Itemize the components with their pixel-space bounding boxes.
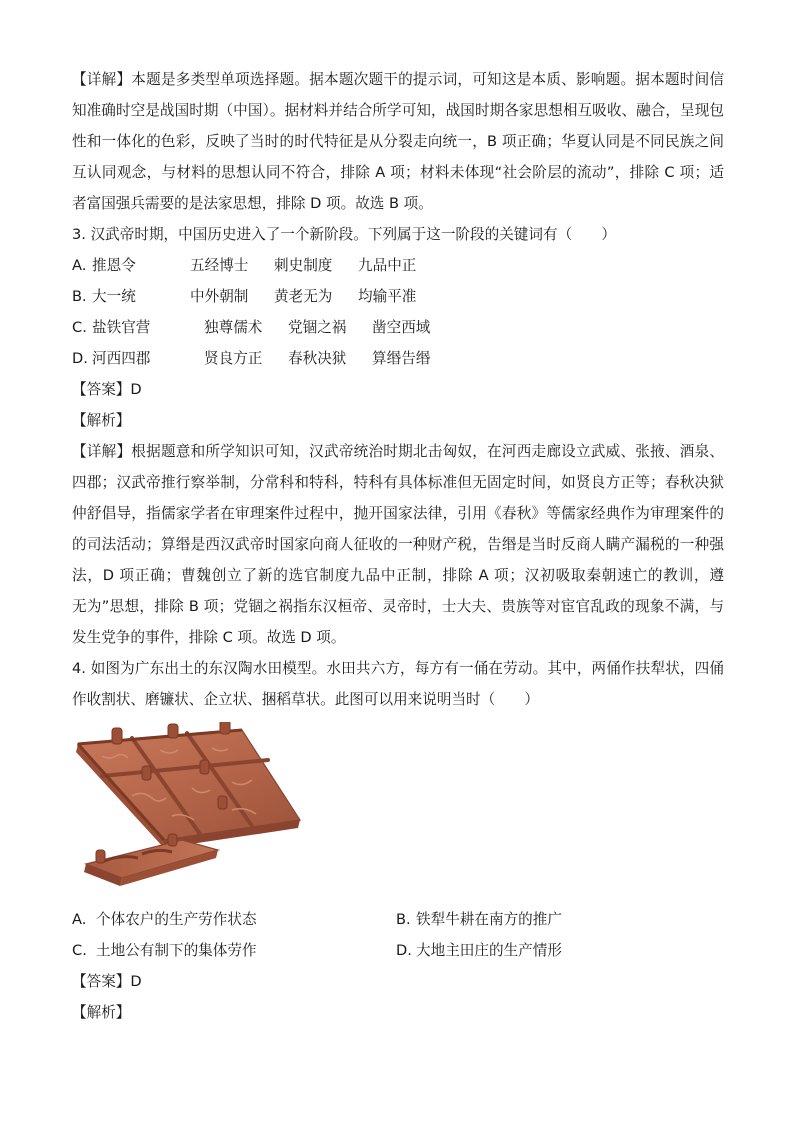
q2-detail-line-2: 知准确时空是战国时期（中国）。据材料并结合所学可知，战国时期各家思想相互吸收、融合，呈现包: [72, 102, 724, 119]
q3-option-term: 凿空西域: [372, 319, 431, 336]
q3-detail-line-2: 四郡；汉武帝推行察举制，分常科和特科，特科有具体标准但无固定时间，如贤良方正等；春秋决狱: [72, 474, 724, 491]
q4-option-text: 大地主田庄的生产情形: [416, 942, 562, 959]
q3-option-term: 均输平准: [358, 288, 417, 305]
q4-option-text: 铁犁牛耕在南方的推广: [416, 911, 562, 928]
q3-option-letter: A.: [72, 257, 87, 274]
q2-detail-line-1: 【详解】本题是多类型单项选择题。据本题次题干的提示词，可知这是本质、影响题。据本题时间信: [72, 71, 724, 88]
q4-analysis-label: 【解析】: [72, 1004, 131, 1021]
q3-option-term: 黄老无为: [274, 288, 333, 305]
q3-option-term: 刺史制度: [274, 257, 333, 274]
q4-option-letter: C.: [72, 942, 87, 959]
q3-option-term: 五经博士: [190, 257, 249, 274]
q4-option-letter: D.: [396, 942, 412, 959]
q4-stem-line-2: 作收割状、磨镰状、企立状、捆稻草状。此图可以用来说明当时（ ）: [72, 691, 540, 708]
q3-option-term: 春秋决狱: [288, 350, 347, 367]
q4-option-letter: A.: [72, 911, 87, 928]
q3-detail-line-7: 发生党争的事件，排除 C 项。故选 D 项。: [72, 629, 346, 646]
q3-option-term: 独尊儒术: [204, 319, 263, 336]
q4-option-text: 个体农户的生产劳作状态: [96, 911, 257, 928]
q4-option-letter: B.: [396, 911, 411, 928]
q2-detail-line-4: 互认同观念，与材料的思想认同不符合，排除 A 项；材料未体现“社会阶层的流动”，排除 C 项；适: [72, 164, 724, 181]
q4-stem-line-1: 4. 如图为广东出土的东汉陶水田模型。水田共六方，每方有一俑在劳动。其中，两俑作扶犁状，四俑: [72, 660, 724, 677]
q3-option-term: 中外朝制: [190, 288, 249, 305]
q3-option-term: 贤良方正: [204, 350, 263, 367]
q3-detail-line-4: 的司法活动；算缗是西汉武帝时国家向商人征收的一种财产税，告缗是当时反商人瞒产漏税的一种强: [72, 536, 724, 553]
q3-detail-line-3: 仲舒倡导，指儒家学者在审理案件过程中，抛开国家法律，引用《春秋》等儒家经典作为审理案件的: [72, 505, 724, 522]
q3-analysis-label: 【解析】: [72, 412, 131, 429]
q3-detail-line-5: 法，D 项正确；曹魏创立了新的选官制度九品中正制，排除 A 项；汉初吸取秦朝速亡的教训，遵: [72, 567, 724, 584]
q3-option-term: 算缗告缗: [372, 350, 431, 367]
pottery-paddy-field-model-image: [72, 722, 304, 892]
q3-option-term: 推恩令: [92, 257, 136, 274]
q2-detail-line-5: 者富国强兵需要的是法家思想，排除 D 项。故选 B 项。: [72, 195, 433, 212]
q3-option-letter: C.: [72, 319, 87, 336]
q3-detail-line-1: 【详解】根据题意和所学知识可知，汉武帝统治时期北击匈奴，在河西走廊设立武威、张掖、酒泉、: [72, 443, 724, 460]
q3-option-term: 大一统: [92, 288, 136, 305]
q3-answer: 【答案】D: [72, 381, 142, 398]
q4-answer: 【答案】D: [72, 973, 142, 990]
q2-detail-line-3: 性和一体化的色彩，反映了当时的时代特征是从分裂走向统一，B 项正确；华夏认同是不同民族之间: [72, 133, 724, 150]
q4-option-text: 土地公有制下的集体劳作: [96, 942, 257, 959]
q3-detail-line-6: 无为”思想，排除 B 项；党锢之祸指东汉桓帝、灵帝时，士大夫、贵族等对宦官乱政的现象不满，与: [72, 598, 724, 615]
q3-option-term: 河西四郡: [92, 350, 151, 367]
q3-option-letter: D.: [72, 350, 88, 367]
q3-option-term: 党锢之祸: [288, 319, 347, 336]
q3-option-letter: B.: [72, 288, 87, 305]
q3-option-term: 九品中正: [358, 257, 417, 274]
q3-option-term: 盐铁官营: [92, 319, 151, 336]
q3-stem: 3. 汉武帝时期，中国历史进入了一个新阶段。下列属于这一阶段的关键词有（ ）: [72, 226, 616, 243]
